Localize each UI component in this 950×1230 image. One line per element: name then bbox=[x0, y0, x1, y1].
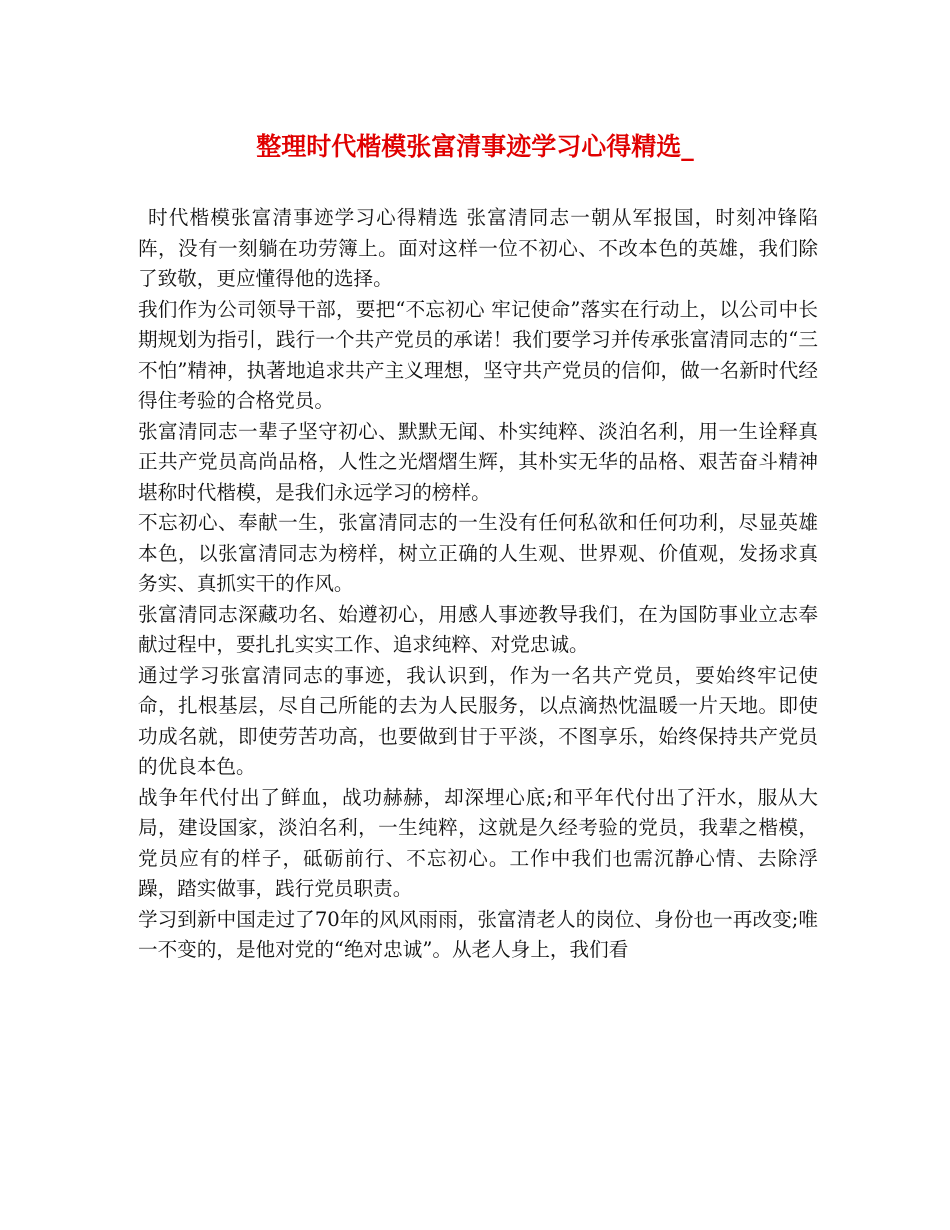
document-body bbox=[138, 203, 818, 966]
paragraph-6: 通过学习张富清同志的事迹，我认识到，作为一名共产党员，要始终牢记使命，扎根基层，尽自己所能的去为人民服务，以点滴热忱温暖一片天地。即使功成名就，即使劳苦功高，也要做到甘于平淡，不图享乐，始终保持共产党员的优良本色。 bbox=[138, 663, 818, 778]
paragraph-5: 张富清同志深藏功名、始遵初心，用感人事迹教导我们，在为国防事业立志奉献过程中，要扎扎实实工作、追求纯粹、对党忠诚。 bbox=[138, 602, 818, 656]
paragraph-7: 战争年代付出了鲜血，战功赫赫，却深埋心底;和平年代付出了汗水，服从大局，建设国家，淡泊名利，一生纯粹，这就是久经考验的党员，我辈之楷模，党员应有的样子，砥砺前行、不忘初心。工作中我们也需沉静心情、去除浮躁，踏实做事，践行党员职责。 bbox=[138, 785, 818, 900]
paragraph-2: 我们作为公司领导干部，要把“不忘初心 牢记使命”落实在行动上，以公司中长期规划为指引，践行一个共产党员的承诺！我们要学习并传承张富清同志的“三不怕”精神，执著地追求共产主义理想，坚守共产党员的信仰，做一名新时代经得住考验的合格党员。 bbox=[138, 297, 818, 412]
paragraph-3: 张富清同志一辈子坚守初心、默默无闻、朴实纯粹、淡泊名利，用一生诠释真正共产党员高尚品格，人性之光熠熠生辉，其朴实无华的品格、艰苦奋斗精神堪称时代楷模，是我们永远学习的榜样。 bbox=[138, 419, 818, 504]
paragraph-1: 时代楷模张富清事迹学习心得精选 张富清同志一朝从军报国，时刻冲锋陷阵，没有一刻躺在功劳簿上。面对这样一位不初心、不改本色的英雄，我们除了致敬，更应懂得他的选择。 bbox=[138, 206, 818, 290]
paragraph-8: 学习到新中国走过了70年的风风雨雨，张富清老人的岗位、身份也一再改变;唯一不变的，是他对党的“绝对忠诚”。从老人身上，我们看 bbox=[138, 907, 818, 961]
paragraph-4: 不忘初心、奉献一生，张富清同志的一生没有任何私欲和任何功利，尽显英雄本色，以张富清同志为榜样，树立正确的人生观、世界观、价值观，发扬求真务实、真抓实干的作风。 bbox=[138, 511, 818, 595]
document-title: 整理时代楷模张富清事迹学习心得精选_ bbox=[256, 132, 694, 161]
